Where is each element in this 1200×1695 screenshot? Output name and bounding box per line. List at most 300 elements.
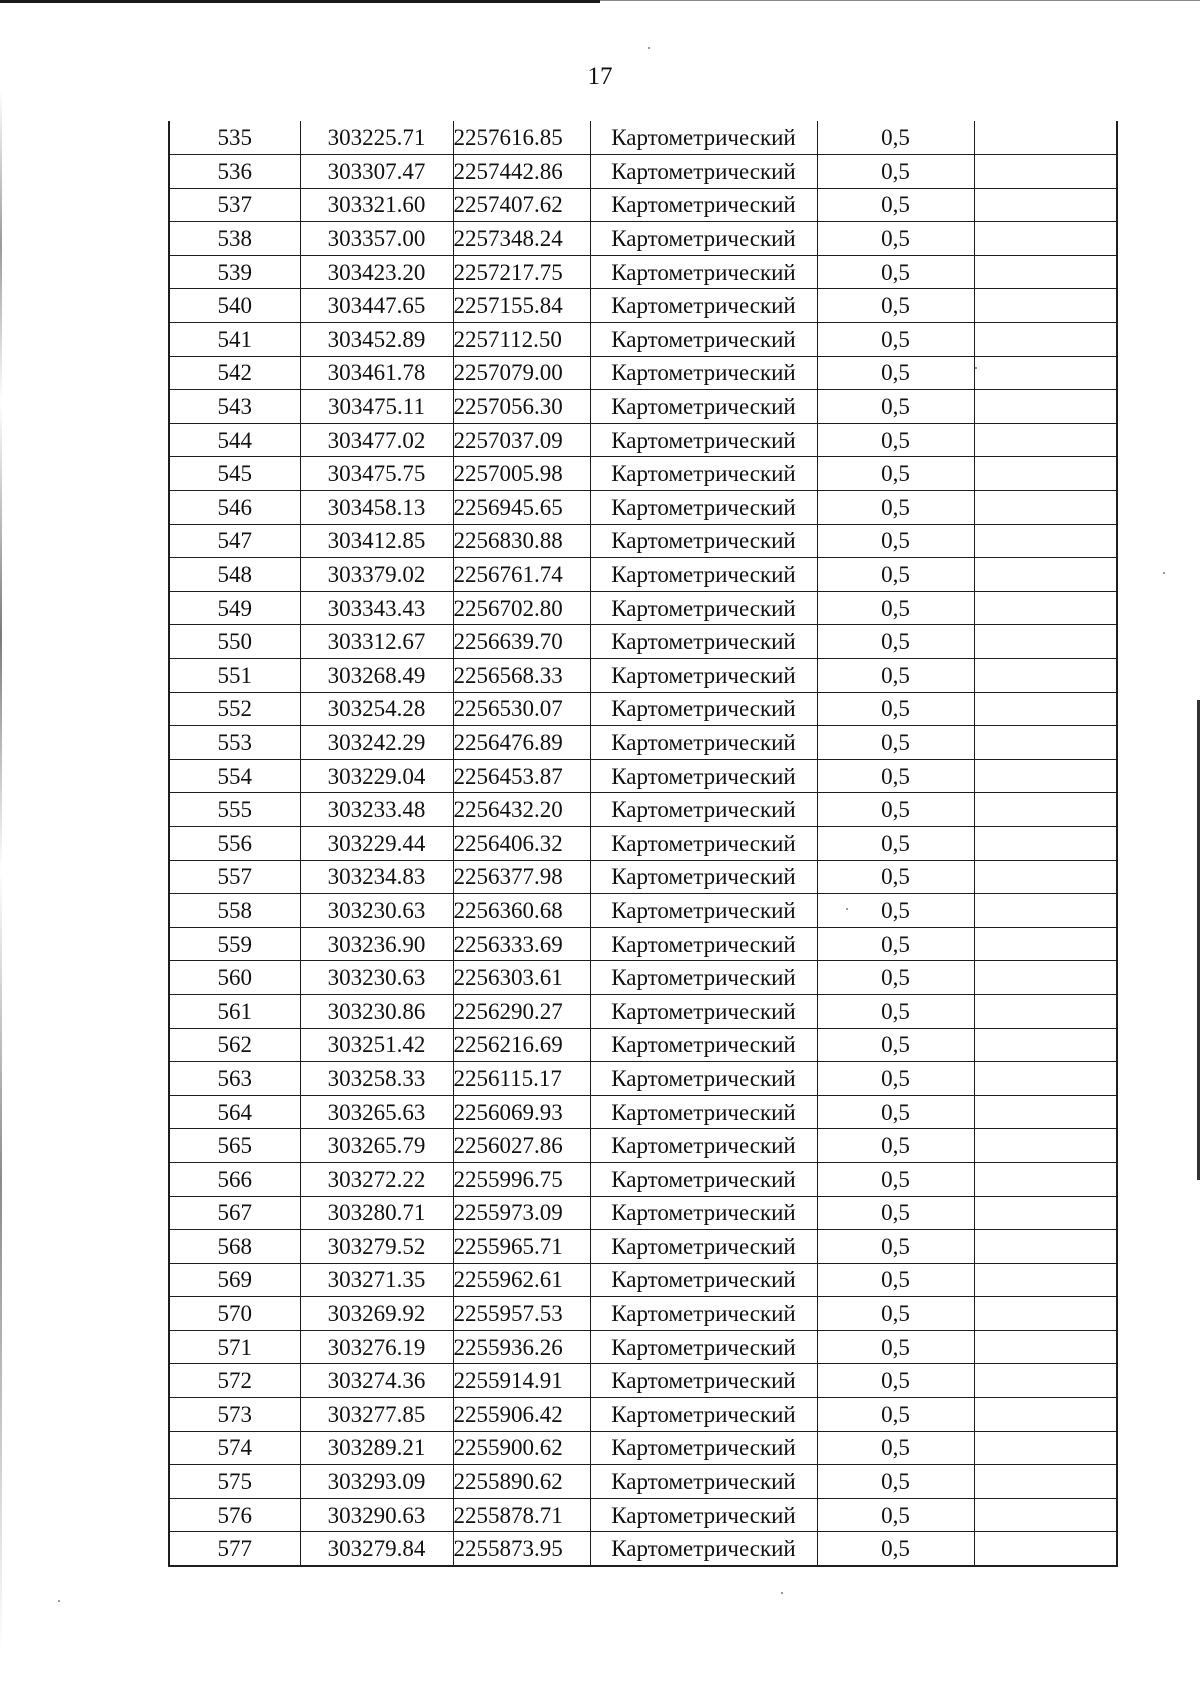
accuracy-cell: 0,5 <box>817 1095 974 1129</box>
y-coordinate-cell: 2256476.89 <box>453 726 590 760</box>
method-cell: Картометрический <box>590 188 817 222</box>
x-coordinate-cell: 303343.43 <box>300 591 453 625</box>
method-cell: Картометрический <box>590 927 817 961</box>
note-cell <box>974 826 1117 860</box>
x-coordinate-cell: 303307.47 <box>300 155 453 189</box>
y-coordinate-cell: 2255962.61 <box>453 1263 590 1297</box>
y-coordinate-cell: 2255936.26 <box>453 1330 590 1364</box>
table-row <box>169 1129 1117 1163</box>
note-cell <box>974 961 1117 995</box>
method-cell: Картометрический <box>590 1028 817 1062</box>
y-coordinate-cell: 2256432.20 <box>453 793 590 827</box>
point-number-cell: 545 <box>169 457 300 491</box>
table-row <box>169 155 1117 189</box>
note-cell <box>974 1398 1117 1432</box>
table-row <box>169 289 1117 323</box>
table-row <box>169 1162 1117 1196</box>
table-row <box>169 1398 1117 1432</box>
accuracy-cell: 0,5 <box>817 793 974 827</box>
accuracy-cell: 0,5 <box>817 289 974 323</box>
accuracy-cell: 0,5 <box>817 1465 974 1499</box>
y-coordinate-cell: 2255957.53 <box>453 1297 590 1331</box>
method-cell: Картометрический <box>590 289 817 323</box>
y-coordinate-cell: 2255878.71 <box>453 1498 590 1532</box>
method-cell: Картометрический <box>590 1162 817 1196</box>
accuracy-cell: 0,5 <box>817 961 974 995</box>
x-coordinate-cell: 303280.71 <box>300 1196 453 1230</box>
method-cell: Картометрический <box>590 726 817 760</box>
x-coordinate-cell: 303233.48 <box>300 793 453 827</box>
accuracy-cell: 0,5 <box>817 1129 974 1163</box>
accuracy-cell: 0,5 <box>817 726 974 760</box>
x-coordinate-cell: 303268.49 <box>300 659 453 693</box>
point-number-cell: 557 <box>169 860 300 894</box>
x-coordinate-cell: 303447.65 <box>300 289 453 323</box>
method-cell: Картометрический <box>590 625 817 659</box>
accuracy-cell: 0,5 <box>817 1028 974 1062</box>
method-cell: Картометрический <box>590 1465 817 1499</box>
accuracy-cell: 0,5 <box>817 994 974 1028</box>
table-row <box>169 356 1117 390</box>
y-coordinate-cell: 2255965.71 <box>453 1230 590 1264</box>
table-row <box>169 1297 1117 1331</box>
table-row <box>169 860 1117 894</box>
method-cell: Картометрический <box>590 1062 817 1096</box>
table-row <box>169 1431 1117 1465</box>
point-number-cell: 563 <box>169 1062 300 1096</box>
method-cell: Картометрический <box>590 524 817 558</box>
table-row <box>169 1028 1117 1062</box>
x-coordinate-cell: 303290.63 <box>300 1498 453 1532</box>
note-cell <box>974 1364 1117 1398</box>
y-coordinate-cell: 2256115.17 <box>453 1062 590 1096</box>
point-number-cell: 547 <box>169 524 300 558</box>
scan-left-edge-shadow <box>0 90 2 1650</box>
y-coordinate-cell: 2256830.88 <box>453 524 590 558</box>
point-number-cell: 564 <box>169 1095 300 1129</box>
table-row <box>169 491 1117 525</box>
y-coordinate-cell: 2255900.62 <box>453 1431 590 1465</box>
point-number-cell: 539 <box>169 255 300 289</box>
point-number-cell: 538 <box>169 222 300 256</box>
x-coordinate-cell: 303279.84 <box>300 1532 453 1566</box>
scan-top-border <box>0 0 600 3</box>
y-coordinate-cell: 2255873.95 <box>453 1532 590 1566</box>
x-coordinate-cell: 303271.35 <box>300 1263 453 1297</box>
note-cell <box>974 860 1117 894</box>
method-cell: Картометрический <box>590 759 817 793</box>
method-cell: Картометрический <box>590 255 817 289</box>
point-number-cell: 558 <box>169 894 300 928</box>
y-coordinate-cell: 2256377.98 <box>453 860 590 894</box>
method-cell: Картометрический <box>590 155 817 189</box>
table-row <box>169 826 1117 860</box>
method-cell: Картометрический <box>590 1532 817 1566</box>
note-cell <box>974 894 1117 928</box>
x-coordinate-cell: 303229.44 <box>300 826 453 860</box>
note-cell <box>974 625 1117 659</box>
y-coordinate-cell: 2255996.75 <box>453 1162 590 1196</box>
method-cell: Картометрический <box>590 1498 817 1532</box>
method-cell: Картометрический <box>590 1297 817 1331</box>
x-coordinate-cell: 303277.85 <box>300 1398 453 1432</box>
accuracy-cell: 0,5 <box>817 826 974 860</box>
table-row <box>169 894 1117 928</box>
method-cell: Картометрический <box>590 1095 817 1129</box>
accuracy-cell: 0,5 <box>817 860 974 894</box>
method-cell: Картометрический <box>590 323 817 357</box>
x-coordinate-cell: 303412.85 <box>300 524 453 558</box>
table-row <box>169 1532 1117 1566</box>
method-cell: Картометрический <box>590 1263 817 1297</box>
accuracy-cell: 0,5 <box>817 1364 974 1398</box>
accuracy-cell: 0,5 <box>817 155 974 189</box>
y-coordinate-cell: 2256702.80 <box>453 591 590 625</box>
table-row <box>169 121 1117 155</box>
method-cell: Картометрический <box>590 860 817 894</box>
accuracy-cell: 0,5 <box>817 457 974 491</box>
scan-speck <box>58 1600 60 1602</box>
x-coordinate-cell: 303475.75 <box>300 457 453 491</box>
note-cell <box>974 726 1117 760</box>
y-coordinate-cell: 2256945.65 <box>453 491 590 525</box>
point-number-cell: 543 <box>169 390 300 424</box>
method-cell: Картометрический <box>590 793 817 827</box>
method-cell: Картометрический <box>590 1431 817 1465</box>
accuracy-cell: 0,5 <box>817 927 974 961</box>
x-coordinate-cell: 303242.29 <box>300 726 453 760</box>
x-coordinate-cell: 303293.09 <box>300 1465 453 1499</box>
y-coordinate-cell: 2257155.84 <box>453 289 590 323</box>
table-row <box>169 994 1117 1028</box>
table-row <box>169 188 1117 222</box>
table-row <box>169 759 1117 793</box>
accuracy-cell: 0,5 <box>817 188 974 222</box>
method-cell: Картометрический <box>590 1230 817 1264</box>
x-coordinate-cell: 303230.86 <box>300 994 453 1028</box>
x-coordinate-cell: 303230.63 <box>300 894 453 928</box>
point-number-cell: 576 <box>169 1498 300 1532</box>
point-number-cell: 562 <box>169 1028 300 1062</box>
scan-speck <box>846 908 848 910</box>
method-cell: Картометрический <box>590 423 817 457</box>
accuracy-cell: 0,5 <box>817 524 974 558</box>
point-number-cell: 574 <box>169 1431 300 1465</box>
table-row <box>169 323 1117 357</box>
scan-speck <box>1163 572 1165 574</box>
accuracy-cell: 0,5 <box>817 894 974 928</box>
x-coordinate-cell: 303279.52 <box>300 1230 453 1264</box>
accuracy-cell: 0,5 <box>817 625 974 659</box>
y-coordinate-cell: 2257217.75 <box>453 255 590 289</box>
accuracy-cell: 0,5 <box>817 558 974 592</box>
y-coordinate-cell: 2257442.86 <box>453 155 590 189</box>
note-cell <box>974 1532 1117 1566</box>
y-coordinate-cell: 2256530.07 <box>453 692 590 726</box>
accuracy-cell: 0,5 <box>817 1431 974 1465</box>
note-cell <box>974 558 1117 592</box>
note-cell <box>974 524 1117 558</box>
table-row <box>169 1330 1117 1364</box>
method-cell: Картометрический <box>590 826 817 860</box>
point-number-cell: 566 <box>169 1162 300 1196</box>
note-cell <box>974 222 1117 256</box>
accuracy-cell: 0,5 <box>817 323 974 357</box>
accuracy-cell: 0,5 <box>817 390 974 424</box>
x-coordinate-cell: 303475.11 <box>300 390 453 424</box>
method-cell: Картометрический <box>590 961 817 995</box>
x-coordinate-cell: 303274.36 <box>300 1364 453 1398</box>
point-number-cell: 560 <box>169 961 300 995</box>
accuracy-cell: 0,5 <box>817 1230 974 1264</box>
method-cell: Картометрический <box>590 692 817 726</box>
method-cell: Картометрический <box>590 1330 817 1364</box>
note-cell <box>974 591 1117 625</box>
table-row <box>169 457 1117 491</box>
point-number-cell: 555 <box>169 793 300 827</box>
note-cell <box>974 255 1117 289</box>
method-cell: Картометрический <box>590 121 817 155</box>
x-coordinate-cell: 303236.90 <box>300 927 453 961</box>
x-coordinate-cell: 303321.60 <box>300 188 453 222</box>
method-cell: Картометрический <box>590 356 817 390</box>
scan-top-border-faint <box>600 0 1200 1</box>
point-number-cell: 537 <box>169 188 300 222</box>
x-coordinate-cell: 303269.92 <box>300 1297 453 1331</box>
accuracy-cell: 0,5 <box>817 1263 974 1297</box>
method-cell: Картометрический <box>590 222 817 256</box>
y-coordinate-cell: 2255890.62 <box>453 1465 590 1499</box>
note-cell <box>974 1095 1117 1129</box>
table-row <box>169 961 1117 995</box>
y-coordinate-cell: 2257005.98 <box>453 457 590 491</box>
x-coordinate-cell: 303289.21 <box>300 1431 453 1465</box>
note-cell <box>974 1129 1117 1163</box>
point-number-cell: 559 <box>169 927 300 961</box>
accuracy-cell: 0,5 <box>817 1162 974 1196</box>
method-cell: Картометрический <box>590 390 817 424</box>
y-coordinate-cell: 2255914.91 <box>453 1364 590 1398</box>
note-cell <box>974 1330 1117 1364</box>
point-number-cell: 548 <box>169 558 300 592</box>
table-row <box>169 255 1117 289</box>
table-row <box>169 1062 1117 1096</box>
method-cell: Картометрический <box>590 1364 817 1398</box>
accuracy-cell: 0,5 <box>817 1297 974 1331</box>
accuracy-cell: 0,5 <box>817 1330 974 1364</box>
y-coordinate-cell: 2257348.24 <box>453 222 590 256</box>
method-cell: Картометрический <box>590 591 817 625</box>
table-row <box>169 1095 1117 1129</box>
point-number-cell: 551 <box>169 659 300 693</box>
table-row <box>169 524 1117 558</box>
table-row <box>169 1364 1117 1398</box>
table-row <box>169 1263 1117 1297</box>
point-number-cell: 567 <box>169 1196 300 1230</box>
point-number-cell: 573 <box>169 1398 300 1432</box>
note-cell <box>974 1196 1117 1230</box>
table-row <box>169 726 1117 760</box>
note-cell <box>974 423 1117 457</box>
accuracy-cell: 0,5 <box>817 1498 974 1532</box>
table-row <box>169 625 1117 659</box>
y-coordinate-cell: 2257037.09 <box>453 423 590 457</box>
note-cell <box>974 1263 1117 1297</box>
table-row <box>169 1498 1117 1532</box>
y-coordinate-cell: 2256069.93 <box>453 1095 590 1129</box>
page-number: 17 <box>587 63 613 90</box>
point-number-cell: 553 <box>169 726 300 760</box>
accuracy-cell: 0,5 <box>817 121 974 155</box>
method-cell: Картометрический <box>590 1129 817 1163</box>
x-coordinate-cell: 303357.00 <box>300 222 453 256</box>
y-coordinate-cell: 2256568.33 <box>453 659 590 693</box>
point-number-cell: 569 <box>169 1263 300 1297</box>
point-number-cell: 546 <box>169 491 300 525</box>
note-cell <box>974 390 1117 424</box>
point-number-cell: 549 <box>169 591 300 625</box>
note-cell <box>974 121 1117 155</box>
accuracy-cell: 0,5 <box>817 1062 974 1096</box>
accuracy-cell: 0,5 <box>817 692 974 726</box>
scan-speck <box>648 47 650 49</box>
method-cell: Картометрический <box>590 491 817 525</box>
method-cell: Картометрический <box>590 1398 817 1432</box>
y-coordinate-cell: 2255906.42 <box>453 1398 590 1432</box>
point-number-cell: 544 <box>169 423 300 457</box>
coordinates-table <box>168 121 1118 1567</box>
table-row <box>169 591 1117 625</box>
x-coordinate-cell: 303234.83 <box>300 860 453 894</box>
x-coordinate-cell: 303265.63 <box>300 1095 453 1129</box>
point-number-cell: 552 <box>169 692 300 726</box>
point-number-cell: 568 <box>169 1230 300 1264</box>
x-coordinate-cell: 303225.71 <box>300 121 453 155</box>
x-coordinate-cell: 303272.22 <box>300 1162 453 1196</box>
method-cell: Картометрический <box>590 558 817 592</box>
note-cell <box>974 289 1117 323</box>
y-coordinate-cell: 2257616.85 <box>453 121 590 155</box>
x-coordinate-cell: 303276.19 <box>300 1330 453 1364</box>
scan-speck <box>781 1592 783 1594</box>
y-coordinate-cell: 2256761.74 <box>453 558 590 592</box>
note-cell <box>974 1297 1117 1331</box>
scan-speck <box>975 367 977 369</box>
note-cell <box>974 759 1117 793</box>
table-row <box>169 692 1117 726</box>
x-coordinate-cell: 303254.28 <box>300 692 453 726</box>
point-number-cell: 577 <box>169 1532 300 1566</box>
table-row <box>169 1465 1117 1499</box>
accuracy-cell: 0,5 <box>817 591 974 625</box>
x-coordinate-cell: 303312.67 <box>300 625 453 659</box>
point-number-cell: 556 <box>169 826 300 860</box>
coordinates-table-body <box>169 121 1117 1566</box>
method-cell: Картометрический <box>590 994 817 1028</box>
y-coordinate-cell: 2256303.61 <box>453 961 590 995</box>
y-coordinate-cell: 2255973.09 <box>453 1196 590 1230</box>
y-coordinate-cell: 2256216.69 <box>453 1028 590 1062</box>
note-cell <box>974 1028 1117 1062</box>
point-number-cell: 550 <box>169 625 300 659</box>
method-cell: Картометрический <box>590 894 817 928</box>
table-row <box>169 659 1117 693</box>
point-number-cell: 570 <box>169 1297 300 1331</box>
x-coordinate-cell: 303452.89 <box>300 323 453 357</box>
note-cell <box>974 155 1117 189</box>
method-cell: Картометрический <box>590 1196 817 1230</box>
note-cell <box>974 659 1117 693</box>
table-row <box>169 390 1117 424</box>
point-number-cell: 536 <box>169 155 300 189</box>
x-coordinate-cell: 303258.33 <box>300 1062 453 1096</box>
point-number-cell: 541 <box>169 323 300 357</box>
note-cell <box>974 1465 1117 1499</box>
y-coordinate-cell: 2256333.69 <box>453 927 590 961</box>
note-cell <box>974 1062 1117 1096</box>
y-coordinate-cell: 2256453.87 <box>453 759 590 793</box>
y-coordinate-cell: 2256406.32 <box>453 826 590 860</box>
accuracy-cell: 0,5 <box>817 356 974 390</box>
point-number-cell: 572 <box>169 1364 300 1398</box>
note-cell <box>974 1230 1117 1264</box>
note-cell <box>974 1162 1117 1196</box>
y-coordinate-cell: 2256290.27 <box>453 994 590 1028</box>
point-number-cell: 571 <box>169 1330 300 1364</box>
y-coordinate-cell: 2256639.70 <box>453 625 590 659</box>
table-row <box>169 1230 1117 1264</box>
y-coordinate-cell: 2257056.30 <box>453 390 590 424</box>
accuracy-cell: 0,5 <box>817 1398 974 1432</box>
x-coordinate-cell: 303265.79 <box>300 1129 453 1163</box>
note-cell <box>974 927 1117 961</box>
method-cell: Картометрический <box>590 659 817 693</box>
note-cell <box>974 1431 1117 1465</box>
accuracy-cell: 0,5 <box>817 222 974 256</box>
note-cell <box>974 323 1117 357</box>
y-coordinate-cell: 2256360.68 <box>453 894 590 928</box>
note-cell <box>974 1498 1117 1532</box>
x-coordinate-cell: 303477.02 <box>300 423 453 457</box>
accuracy-cell: 0,5 <box>817 491 974 525</box>
point-number-cell: 535 <box>169 121 300 155</box>
note-cell <box>974 457 1117 491</box>
method-cell: Картометрический <box>590 457 817 491</box>
x-coordinate-cell: 303229.04 <box>300 759 453 793</box>
x-coordinate-cell: 303379.02 <box>300 558 453 592</box>
table-row <box>169 793 1117 827</box>
point-number-cell: 540 <box>169 289 300 323</box>
accuracy-cell: 0,5 <box>817 255 974 289</box>
accuracy-cell: 0,5 <box>817 1532 974 1566</box>
point-number-cell: 575 <box>169 1465 300 1499</box>
x-coordinate-cell: 303423.20 <box>300 255 453 289</box>
accuracy-cell: 0,5 <box>817 759 974 793</box>
accuracy-cell: 0,5 <box>817 1196 974 1230</box>
table-row <box>169 1196 1117 1230</box>
note-cell <box>974 692 1117 726</box>
accuracy-cell: 0,5 <box>817 423 974 457</box>
note-cell <box>974 994 1117 1028</box>
point-number-cell: 554 <box>169 759 300 793</box>
x-coordinate-cell: 303458.13 <box>300 491 453 525</box>
table-row <box>169 423 1117 457</box>
accuracy-cell: 0,5 <box>817 659 974 693</box>
note-cell <box>974 793 1117 827</box>
y-coordinate-cell: 2257407.62 <box>453 188 590 222</box>
point-number-cell: 561 <box>169 994 300 1028</box>
x-coordinate-cell: 303461.78 <box>300 356 453 390</box>
